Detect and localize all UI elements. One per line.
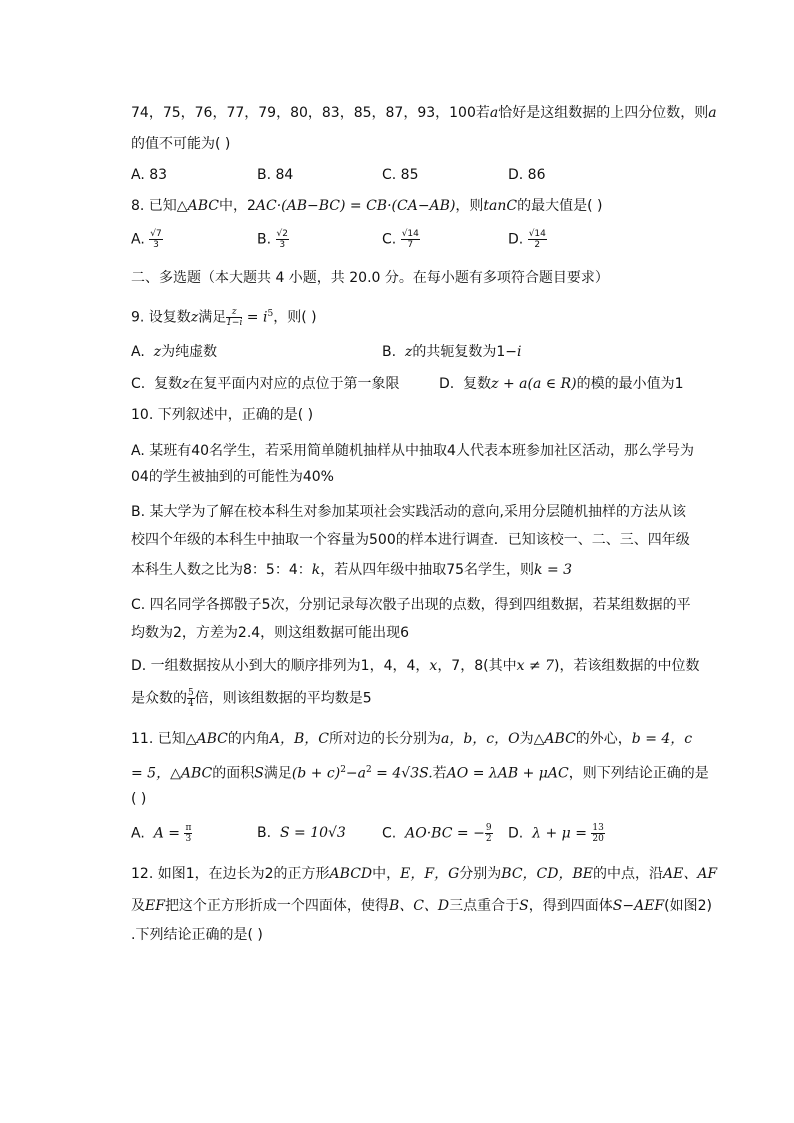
q8-option-c-fraction	[401, 229, 420, 250]
numerator: π	[185, 823, 192, 833]
q10-b3-eq: = 3	[542, 562, 573, 578]
numerator: 13	[592, 823, 604, 833]
q10-option-c-line1[interactable]: C. 四名同学各掷骰子5次，分别记录每次骰子出现的点数，得到四组数据，若某组数据的平	[131, 597, 691, 613]
denominator: 4	[188, 699, 194, 709]
q9-option-c-label: C.	[131, 376, 146, 392]
q11-math-4: ABC	[544, 731, 576, 747]
denominator: 20	[592, 834, 604, 844]
q11-math-2: A，B，C	[269, 731, 329, 747]
numerator: z	[226, 307, 242, 318]
q11-math-5: b = 4，c	[631, 731, 693, 747]
q9-option-b-i: i	[517, 344, 522, 360]
q10-option-b-line1[interactable]: B. 某大学为了解在校本科生对参加某项社会实践活动的意向,采用分层随机抽样的方法从该	[131, 504, 686, 520]
q7-text-end: 恰好是这组数据的上四分位数，则	[498, 105, 709, 121]
q9-var-z: z	[190, 309, 199, 326]
q11-math-3: a，b，c，O	[440, 731, 520, 747]
q10-b3-k2: k	[534, 562, 543, 578]
q11-option-d-math: λ + μ =	[532, 825, 592, 842]
q8-prefix: 8. 已知△	[131, 198, 188, 214]
q8-option-a-label: A.	[131, 231, 145, 248]
numerator: √14	[401, 229, 419, 239]
q10-d2-text2: 倍，则该组数据的平均数是5	[194, 690, 372, 707]
q8-option-c-label: C.	[382, 231, 397, 248]
numerator: 5	[188, 688, 194, 698]
q11-text-e: 的外心，	[575, 731, 632, 747]
q12-l2-text-a: 及	[131, 898, 145, 914]
q9-option-d-text1: 复数	[463, 376, 492, 392]
numerator: √7	[150, 229, 162, 239]
q7-var2: a	[708, 105, 717, 121]
q10-option-d-line2	[131, 688, 372, 709]
q11-l2-text-b: 满足	[263, 765, 292, 782]
q12-l2-math-1: EF	[145, 898, 165, 914]
q12-math-1: ABCD	[329, 866, 373, 882]
q10-option-b-line2: 校四个年级的本科生中抽取一个容量为500的样本进行调查．已知该校一、二、三、四年级	[131, 532, 690, 548]
q8-option-d-fraction	[528, 229, 547, 250]
q12-l2-math-3: S	[519, 898, 529, 914]
q12-math-2: E，F，G	[400, 866, 460, 882]
q11-option-b-math: S = 10√3	[279, 825, 346, 841]
q7-option-b[interactable]: B. 84	[257, 167, 294, 183]
q10-d1-text: D. 一组数据按从小到大的顺序排列为1，4，4，	[131, 658, 430, 674]
q12-l2-text-b: 把这个正方形折成一个四面体，使得	[164, 898, 389, 914]
q10-d2-text: 是众数的	[131, 690, 187, 707]
q12-line1	[131, 864, 717, 884]
q8-stem	[131, 196, 603, 216]
q11-option-a[interactable]	[131, 823, 192, 844]
q10-d1-cond: x ≠ 7	[516, 658, 555, 674]
q11-option-c-label: C.	[382, 825, 397, 842]
q11-text-b: 的内角	[227, 731, 270, 747]
q10-b3-k: k	[311, 562, 321, 578]
q11-text-c: 所对边的长分别为	[328, 731, 441, 747]
denominator: 2	[485, 834, 492, 844]
q8-option-d[interactable]	[508, 229, 547, 250]
q11-option-a-fraction	[184, 823, 192, 844]
numerator: √14	[528, 229, 546, 239]
q9-eq: = i	[242, 309, 268, 326]
q11-option-b[interactable]	[257, 823, 346, 843]
q8-option-d-label: D.	[508, 231, 524, 248]
q9-option-d[interactable]	[439, 374, 684, 394]
q11-option-c-fraction	[485, 823, 493, 844]
q9-option-d-math: z + a(a ∈ R)	[491, 376, 577, 392]
q11-l2-exp2: 2	[366, 765, 372, 775]
q12-line2	[131, 896, 712, 916]
q12-text-b: 中，	[372, 866, 401, 882]
q8-option-a-fraction	[149, 229, 162, 250]
q11-line2	[131, 760, 709, 784]
q10-b3-text: 本科生人数之比为8：5：4：	[131, 562, 312, 578]
denominator: 7	[407, 240, 414, 250]
q9-option-c[interactable]	[131, 374, 400, 394]
q8-vector-equation: AC·(AB−BC) = CB·(CA−AB)	[255, 198, 456, 214]
q7-option-c[interactable]: C. 85	[382, 167, 419, 183]
q9-mid: 满足	[198, 309, 227, 326]
q11-l2-math-5: = 4√3S.	[371, 765, 433, 782]
q12-l2-text-c: 三点重合于	[449, 898, 520, 914]
q10-d1-text2: ，7，8(其中	[437, 658, 517, 674]
section-header-multiple-choice: 二、多选题（本大题共 4 小题，共 20.0 分。在每小题有多项符合题目要求）	[131, 270, 609, 286]
q12-l2-math-2: B、C、D	[388, 898, 450, 914]
q12-text-a: 12. 如图1，在边长为2的正方形	[131, 866, 330, 882]
q9-end: ，则( )	[273, 309, 317, 326]
q11-option-d[interactable]	[508, 823, 605, 844]
q9-prefix: 9. 设复数	[131, 309, 191, 326]
q9-option-a-text: 为纯虚数	[161, 344, 218, 360]
q12-math-4: AE、AF	[662, 866, 718, 882]
q11-option-a-math: A =	[153, 825, 185, 842]
q11-line3: ( )	[131, 791, 147, 807]
q7-option-a[interactable]: A. 83	[131, 167, 168, 183]
q9-stem	[131, 304, 317, 328]
q10-d2-fraction	[187, 688, 195, 709]
q9-fraction	[226, 307, 242, 328]
q8-option-c[interactable]	[382, 229, 420, 250]
q11-l2-math-4: −a	[345, 765, 366, 782]
q8-triangle: ABC	[187, 198, 219, 214]
q9-exponent: 5	[267, 309, 274, 319]
q12-line3: .下列结论正确的是( )	[131, 927, 263, 943]
q11-option-b-label: B.	[257, 825, 272, 841]
q8-tanc: tanC	[483, 198, 518, 214]
q11-l2-exp: 2	[340, 765, 346, 775]
q9-option-b-text: 的共轭复数为1−	[412, 344, 517, 360]
q12-text-d: 的中点，沿	[592, 866, 663, 882]
q7-line2: 的值不可能为( )	[131, 136, 231, 152]
q11-l2-math-2: S	[254, 765, 264, 782]
denominator: 3	[279, 240, 286, 250]
q8-option-b[interactable]	[257, 229, 289, 250]
q7-text: 74，75，76，77，79，80，83，85，87，93，100若	[131, 105, 490, 121]
denominator: 3	[153, 240, 159, 250]
q11-line1	[131, 729, 692, 749]
q11-option-c[interactable]	[382, 823, 493, 844]
q11-l2-text-c: 若	[432, 765, 447, 782]
numerator: √2	[276, 229, 288, 239]
q8-tail: ，则	[455, 198, 484, 214]
q10-option-a-line1[interactable]: A. 某班有40名学生，若采用简单随机抽样从中抽取4人代表本班参加社区活动，那么学号为	[131, 443, 694, 459]
q8-option-b-fraction	[276, 229, 289, 250]
q11-l2-text-d: ，则下列结论正确的是	[568, 765, 709, 782]
q9-option-a[interactable]	[131, 342, 217, 362]
q11-text-a: 11. 已知△	[131, 731, 197, 747]
q12-l2-text-d: ，得到四面体	[528, 898, 613, 914]
q10-option-d-line1[interactable]	[131, 656, 700, 676]
q12-l2-math-4: S−AEF	[612, 898, 665, 914]
q8-mid: 中，2	[218, 198, 256, 214]
denominator: 2	[534, 240, 541, 250]
q9-option-b-label: B.	[382, 344, 397, 360]
denominator: 3	[185, 834, 192, 844]
denominator: 1−i	[226, 318, 243, 329]
q11-l2-math-3: (b + c)	[291, 765, 341, 782]
q11-option-c-math: AO·BC = −	[405, 825, 485, 842]
q7-var: a	[489, 105, 499, 121]
q9-option-c-text1: 复数	[154, 376, 183, 392]
q11-option-d-fraction	[591, 823, 604, 844]
q11-l2-math-1: = 5，△ABC	[131, 765, 213, 782]
q8-end: 的最大值是( )	[517, 198, 603, 214]
numerator: 9	[485, 823, 492, 833]
q9-option-c-var: z	[182, 376, 190, 392]
q10-option-a-line2: 04的学生被抽到的可能性为40%	[131, 469, 334, 485]
q11-option-a-label: A.	[131, 825, 145, 842]
q9-option-c-text2: 在复平面内对应的点位于第一象限	[189, 376, 400, 392]
q11-l2-text-a: 的面积	[212, 765, 255, 782]
q12-l2-text-e: (如图2)	[664, 898, 712, 914]
q11-option-d-label: D.	[508, 825, 524, 842]
q9-option-a-var: z	[153, 344, 162, 360]
q9-option-d-text2: 的模的最小值为1	[576, 376, 684, 392]
q10-d1-x: x	[429, 658, 438, 674]
q7-line1	[131, 103, 717, 123]
q9-option-b[interactable]	[382, 342, 521, 362]
q10-d1-text3: )，若该组数据的中位数	[554, 658, 700, 674]
q11-text-d: 为△	[519, 731, 545, 747]
q9-option-a-label: A.	[131, 344, 145, 360]
q11-l2-vector-eq: AO = λAB + μAC	[446, 765, 569, 782]
q7-option-d[interactable]: D. 86	[508, 167, 546, 183]
q10-stem: 10. 下列叙述中，正确的是( )	[131, 407, 314, 423]
q9-option-b-var: z	[404, 344, 413, 360]
q12-math-3: BC，CD，BE	[501, 866, 593, 882]
q10-option-c-line2: 均数为2，方差为2.4，则这组数据可能出现6	[131, 625, 410, 641]
q8-option-b-label: B.	[257, 231, 272, 248]
q11-math-1: ABC	[196, 731, 228, 747]
q10-b3-text2: ，若从四年级中抽取75名学生，则	[320, 562, 535, 578]
q8-option-a[interactable]	[131, 229, 163, 250]
q10-option-b-line3	[131, 560, 572, 580]
q9-option-d-label: D.	[439, 376, 455, 392]
q12-text-c: 分别为	[459, 866, 502, 882]
